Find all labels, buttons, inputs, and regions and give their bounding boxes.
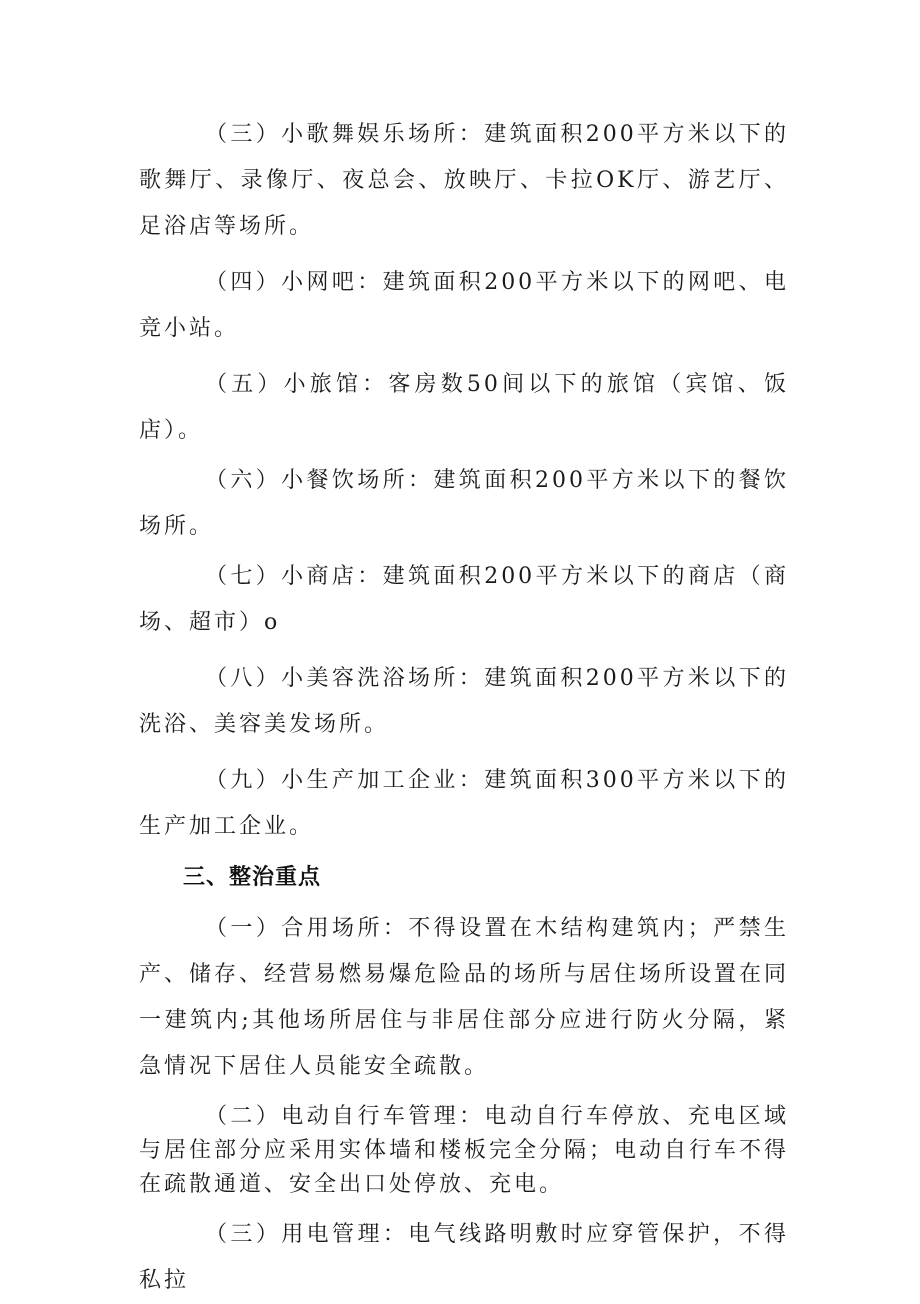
paragraph-small-entertainment-venues: （三）小歌舞娱乐场所：建筑面积200平方米以下的歌舞厅、录像厅、夜总会、放映厅、卡拉OK厅、游艺厅、足浴店等场所。 (139, 122, 789, 239)
paragraph-e-bike-management: （二）电动自行车管理：电动自行车停放、充电区域与居住部分应采用实体墙和楼板完全分隔；电动自行车不得在疏散通道、安全出口处停放、充电。 (139, 1104, 790, 1197)
paragraph-small-restaurants: （六）小餐饮场所：建筑面积200平方米以下的餐饮场所。 (139, 468, 789, 539)
document-body (139, 112, 789, 1304)
paragraph-small-processing-enterprises: （九）小生产加工企业：建筑面积300平方米以下的生产加工企业。 (139, 768, 789, 839)
section-heading: 三、整治重点 (183, 865, 322, 890)
paragraph-shared-premises: （一）合用场所：不得设置在木结构建筑内；严禁生产、储存、经营易燃易爆危险品的场所与居住场所设置在同一建筑内;其他场所居住与非居住部分应进行防火分隔，紧急情况下居住人员能安全疏散。 (139, 916, 790, 1079)
paragraph-small-beauty-bath: （八）小美容洗浴场所：建筑面积200平方米以下的洗浴、美容美发场所。 (139, 666, 789, 737)
paragraph-small-shops: （七）小商店：建筑面积200平方米以下的商店（商场、超市）o (139, 564, 789, 635)
paragraph-small-hotels: （五）小旅馆：客房数50间以下的旅馆（宾馆、饭店）。 (139, 372, 789, 443)
paragraph-electricity-management: （三）用电管理：电气线路明敷时应穿管保护，不得私拉 (139, 1222, 789, 1293)
paragraph-small-internet-cafes: （四）小网吧：建筑面积200平方米以下的网吧、电竞小站。 (139, 270, 789, 341)
